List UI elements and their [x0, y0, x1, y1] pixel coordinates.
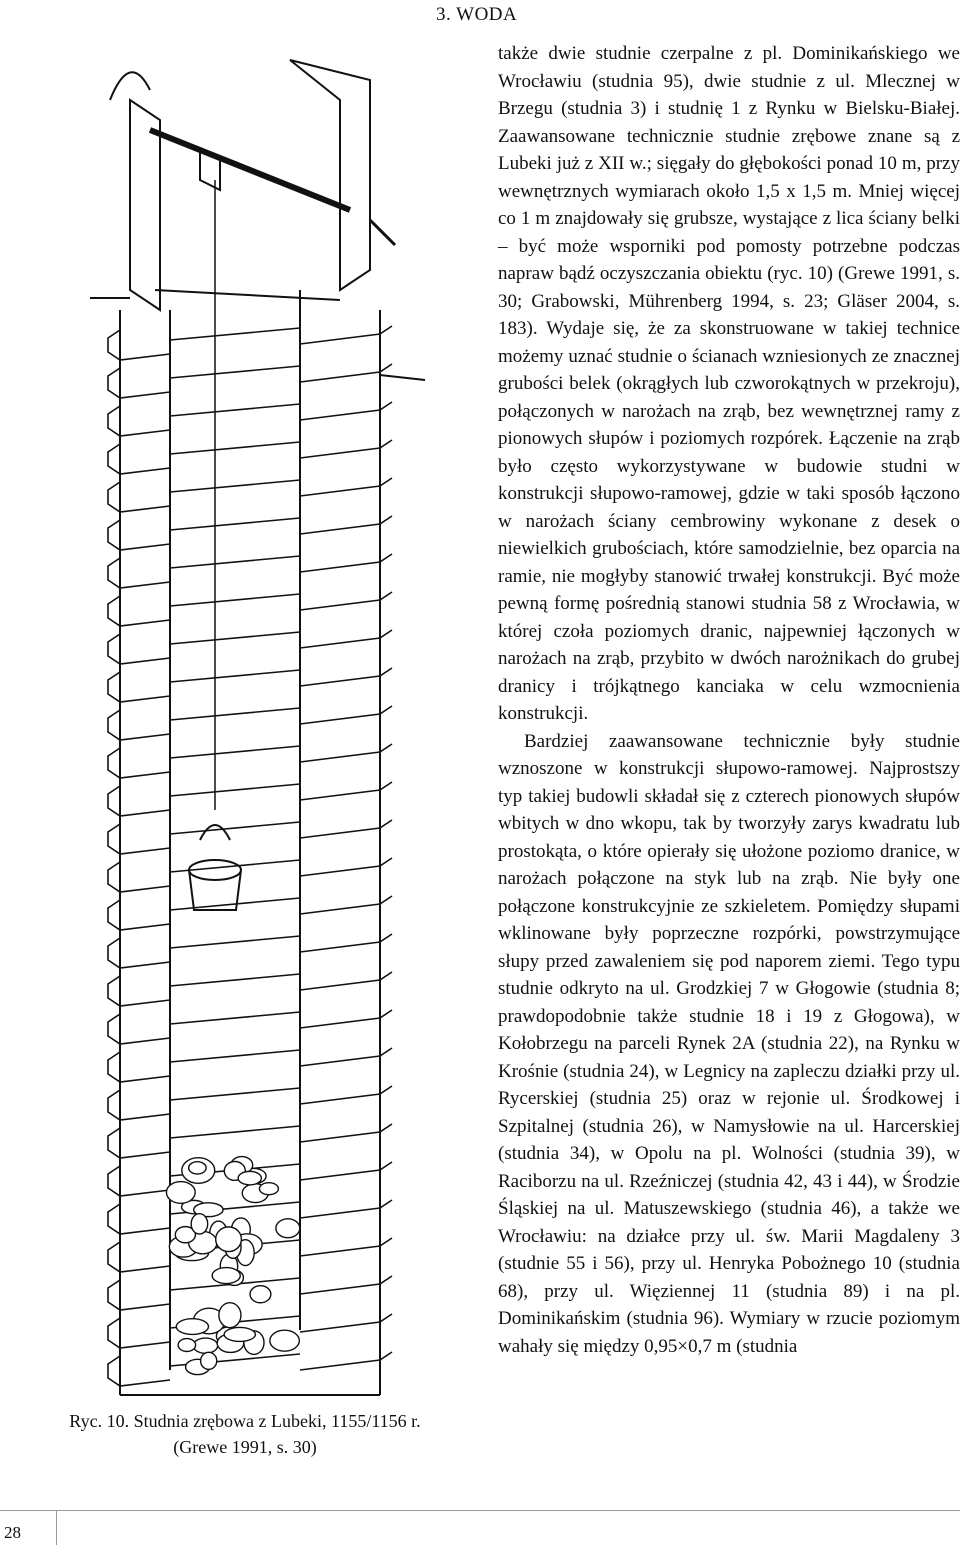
- log-course: [108, 516, 392, 550]
- log-course: [108, 972, 392, 1006]
- log-well-drawing: [50, 40, 470, 1400]
- log-course: [108, 630, 392, 664]
- body-paragraph-1: także dwie studnie czerpalne z pl. Dominikańskiego we Wrocławiu (studnia 95), dwie studnie z ul. Mlecznej w Brzegu (studnia 3) i studnię 1 z Rynku w Bielsku-Białej. Zaawansowane technicznie studnie zrębowe znane są z Lubeki już z XII w.; sięgały do głębokości ponad 10 m, przy wewnętrznych wymiarach około 1,5 x 1,5 m. Mniej więcej co 1 m znajdowały się grubsze, wystające z lica ściany belki – być może wsporniki pod pomosty potrzebne podczas napraw bądź oczyszczania obiektu (ryc. 10) (Grewe 1991, s. 30; Grabowski, Mührenberg 1994, s. 23; Gläser 2004, s. 183). Wydaje się, że za skonstruowane w takiej technice możemy uznać studnie o ścianach wzniesionych ze znacznej grubości belek (okrągłych lub czworokątnych w przekroju), połączonych w narożach na zrąb, bez wewnętrznej ramy z pionowych słupów i poziomych rozpórek. Łączenie na zrąb było często wykorzystywane w budowie studni w konstrukcji słupowo-ramowej, gdzie w taki sposób łączono w narożach ściany cembrowiny wykonane z desek o niewielkich grubościach, które samodzielnie, bez oparcia na ramie, nie mogłyby stanowić trwałej konstrukcji. Być może pewną formę pośrednią stanowi studnia 58 z Wrocławia, w której czoła poziomych dranic, najpewniej łączonych w narożach na zrąb, przybito w dwóch narożnikach do grubej dranicy i trójkątnego kanciaka w celu wzmocnienia konstrukcji.: [498, 43, 960, 724]
- stone: [189, 1162, 206, 1174]
- figure-caption-line2: (Grewe 1991, s. 30): [173, 1437, 317, 1457]
- footer-rule: [0, 1510, 960, 1511]
- body-text-column: [498, 40, 960, 1360]
- log-course: [108, 782, 392, 816]
- log-course: [108, 744, 392, 778]
- log-course: [108, 858, 392, 892]
- stone: [166, 1182, 195, 1204]
- figure-caption: [40, 1408, 450, 1460]
- log-course: [108, 934, 392, 968]
- body-paragraph-2: Bardziej zaawansowane technicznie były studnie wznoszone w konstrukcji słupowo-ramowej. Najprostszy typ takiej budowli składał się z czterech pionowych słupów wbitych w dno wkopu, tak by tworzyły zarys kwadratu lub prostokąta, o które opierały się ułożone poziomo dranice, w narożach połączone na styk lub na zrąb. Nie były one połączone konstrukcyjnie ze szkieletem. Pomiędzy słupami wklinowane były poprzeczne rozpórki, powstrzymujące słupy przed zawaleniem się pod naporem ziemi. Tego typu studnie odkryto na ul. Grodzkiej 7 w Głogowie (studnia 8; prawdopodobnie także studnie 18 i 19 z Głogowa), w Kołobrzegu na parceli Rynek 2A (studnia 22), na Rynku w Krośnie (studnia 24), w Legnicy na zapleczu działki przy ul. Rycerskiej (studnia 25) oraz w rejonie ul. Środkowej i Szpitalnej (studnia 26), w Namysłowie na ul. Harcerskiej (studnia 34), w Opolu na pl. Wolności (studnia 39), w Raciborzu na ul. Rzeźniczej (studnia 42, 43 i 44), w Środzie Śląskiej na ul. Matuszewskiego (studnia 46), a także we Wrocławiu: na działce przy ul. św. Marii Magdaleny 3 (studnie 55 i 56), przy ul. Henryka Pobożnego 10 (studnia 68), przy ul. Więziennej 11 (studnia 89) i na pl. Dominikańskim (studnia 96). Wymiary w rzucie poziomym wahały się między 0,95×0,7 m (studnia: [498, 730, 960, 1357]
- log-course: [108, 592, 392, 626]
- stone: [238, 1171, 261, 1185]
- stone: [201, 1352, 217, 1369]
- page-number: 28: [4, 1523, 21, 1542]
- stone: [259, 1183, 278, 1195]
- windlass-axle: [150, 130, 350, 210]
- stone: [276, 1219, 300, 1238]
- well-illustration: [50, 40, 470, 1400]
- frame-crossbeam: [155, 290, 340, 300]
- frame-post-right: [290, 60, 370, 290]
- log-course: [108, 1352, 392, 1386]
- log-course: [108, 1124, 392, 1158]
- log-course: [108, 326, 392, 360]
- log-course: [108, 364, 392, 398]
- log-course: [108, 440, 392, 474]
- stone: [191, 1214, 208, 1234]
- stone: [212, 1268, 240, 1284]
- running-head-chapter: 3. WODA: [436, 4, 518, 25]
- log-course: [108, 478, 392, 512]
- stone: [250, 1286, 271, 1303]
- crank-handle: [370, 220, 395, 245]
- stone: [176, 1319, 208, 1335]
- log-course: [108, 820, 392, 854]
- log-course: [108, 1048, 392, 1082]
- log-course: [108, 1010, 392, 1044]
- log-course: [108, 554, 392, 588]
- footer-page-divider: [56, 1510, 57, 1545]
- stone: [178, 1339, 195, 1352]
- log-course: [108, 668, 392, 702]
- log-course: [108, 896, 392, 930]
- ground-line-right: [380, 375, 425, 380]
- stone: [270, 1330, 299, 1351]
- crank-left: [110, 72, 150, 100]
- figure-caption-line1: Ryc. 10. Studnia zrębowa z Lubeki, 1155/1156 r.: [69, 1411, 421, 1431]
- stone: [219, 1303, 241, 1328]
- log-course: [108, 706, 392, 740]
- bucket-handle: [200, 825, 230, 840]
- stone: [216, 1227, 242, 1252]
- log-course: [108, 1086, 392, 1120]
- stone: [224, 1327, 255, 1341]
- stone: [193, 1338, 217, 1353]
- log-course: [108, 402, 392, 436]
